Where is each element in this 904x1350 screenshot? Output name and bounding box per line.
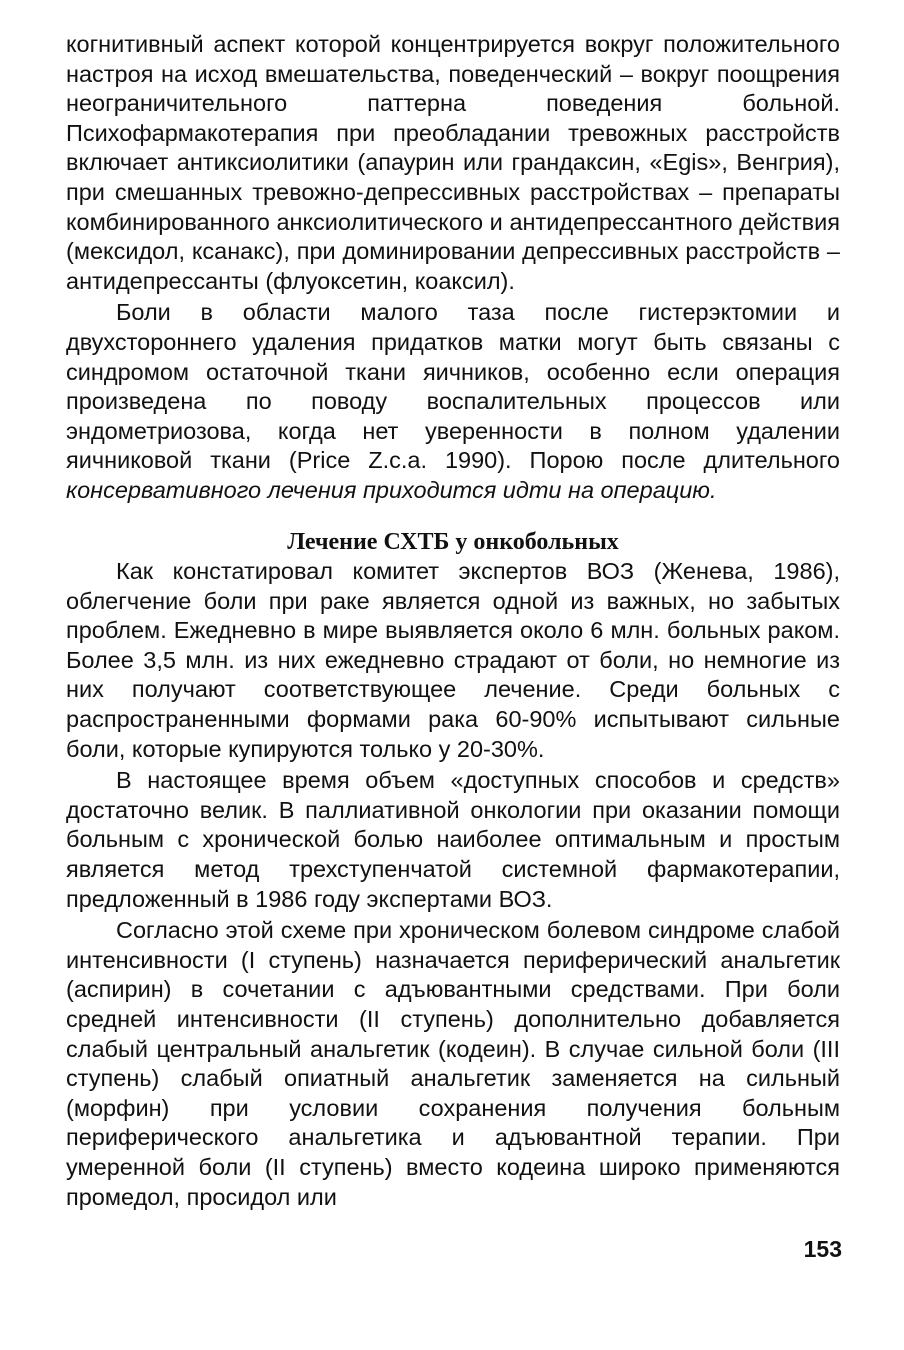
page-body (66, 30, 840, 1212)
paragraph-text: Боли в области малого таза после гистерэктомии и двухстороннего удаления придатков матки могут быть связаны с синдромом остаточной ткани яичников, особенно если операция произведена по поводу воспалительных процессов или эндометриозова, когда нет уверенности в полном удалении яичниковой ткани (Price Z.c.a. 1990). Порою после длительного (66, 299, 840, 474)
paragraph: когнитивный аспект которой концентрируется вокруг положительного настроя на исход вмешательства, поведенческий – вокруг поощрения неограничительного паттерна поведения больной. Психофармакотерапия при преобладании тревожных расстройств включает антиксиолитики (апаурин или грандаксин, «Egis», Венгрия), при смешанных тревожно-депрессивных расстройствах – препараты комбинированного анксиолитического и антидепрессантного действия (мексидол, ксанакс), при доминировании депрессивных расстройств – антидепрессанты (флуоксетин, коаксил). (66, 31, 840, 294)
paragraph (66, 298, 840, 505)
page-number: 153 (803, 1236, 842, 1262)
paragraph: Согласно этой схеме при хроническом болевом синдроме слабой интенсивности (I ступень) назначается периферический анальгетик (аспирин) в сочетании с адъювантными средствами. При боли средней интенсивности (II ступень) дополнительно добавляется слабый центральный анальгетик (кодеин). В случае сильной боли (III ступень) слабый опиатный анальгетик заменяется на сильный (морфин) при условии сохранения получения больным периферического анальгетика и адъювантной терапии. При умеренной боли (II ступень) вместо кодеина широко применяются промедол, просидол или (66, 917, 840, 1210)
paragraph: В настоящее время объем «доступных способов и средств» достаточно велик. В паллиативной онкологии при оказании помощи больным с хронической болью наиболее оптимальным и простым является метод трехступенчатой системной фармакотерапии, предложенный в 1986 году экспертами ВОЗ. (66, 767, 840, 912)
paragraph: Как констатировал комитет экспертов ВОЗ (Женева, 1986), облегчение боли при раке является одной из важных, но забытых проблем. Ежедневно в мире выявляется около 6 млн. больных раком. Более 3,5 млн. из них ежедневно страдают от боли, но немногие из них получают соответствующее лечение. Среди больных с распространенными формами рака 60-90% испытывают сильные боли, которые купируются только у 20-30%. (66, 558, 840, 762)
paragraph-italic-text: консервативного лечения приходится идти на операцию. (66, 476, 717, 503)
section-heading: Лечение СХТБ у онкобольных (287, 528, 619, 555)
